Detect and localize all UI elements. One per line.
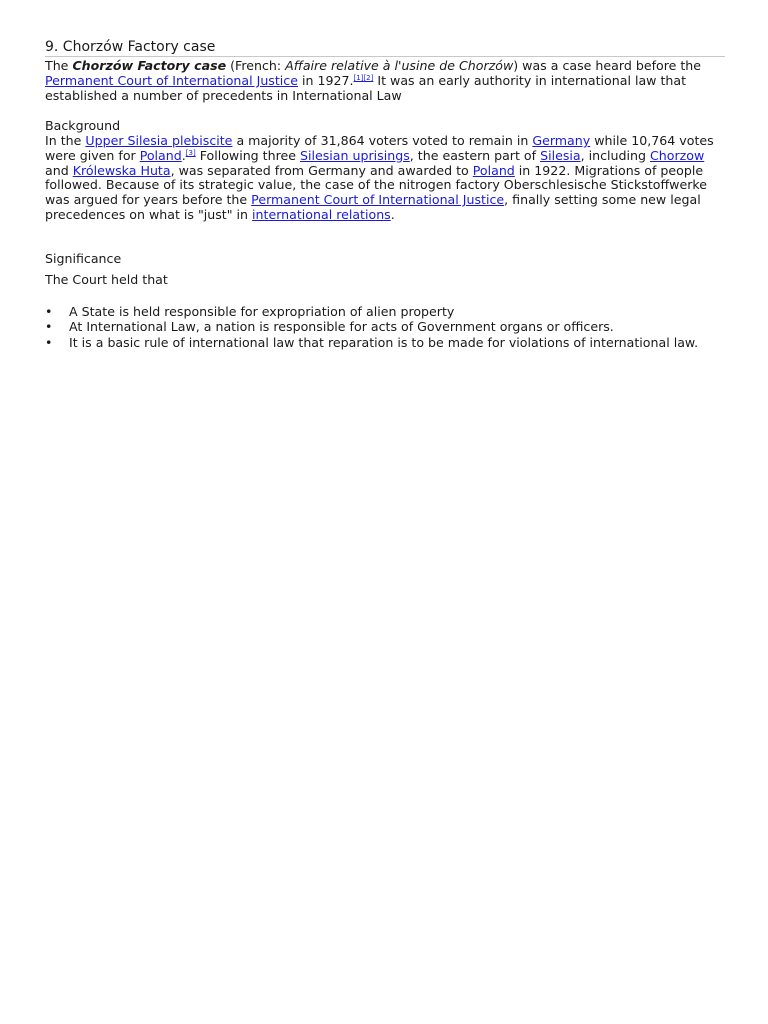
case-title-bold: Chorzów Factory case <box>72 58 227 73</box>
link-permanent-court[interactable]: Permanent Court of International Justice <box>45 72 298 88</box>
text: a majority of 31,864 voters voted to remain in <box>232 133 533 148</box>
link-upper-silesia-plebiscite[interactable]: Upper Silesia plebiscite <box>85 133 233 148</box>
text: Following three <box>195 147 300 163</box>
ref-link-3[interactable]: [3] <box>185 148 196 157</box>
link-germany[interactable]: Germany <box>532 133 591 148</box>
text: . <box>181 147 186 163</box>
background-paragraph <box>45 134 725 223</box>
link-international-relations[interactable]: international relations <box>252 206 391 222</box>
link-poland[interactable]: Poland <box>139 147 182 163</box>
background-heading: Background <box>45 118 121 133</box>
text: in 1922. Migrations of people followed. Because of its strategic value, the case of the nitrogen factory Oberschlesische Stickstoffwerke was argued for years before the <box>45 162 707 208</box>
court-held-text: The Court held that <box>45 272 168 287</box>
intro-paragraph <box>45 59 725 103</box>
text: while 10,764 votes were given for <box>45 133 714 163</box>
text: , the eastern part of <box>409 147 541 163</box>
text: (French: <box>226 58 286 73</box>
text: The <box>45 58 73 73</box>
link-permanent-court-2[interactable]: Permanent Court of International Justice <box>251 192 505 208</box>
text: . <box>390 206 395 222</box>
text: In the <box>45 133 86 148</box>
link-silesian-uprisings[interactable]: Silesian uprisings <box>300 147 410 163</box>
link-chorzow[interactable]: Chorzow <box>649 147 705 163</box>
text: , including <box>580 147 650 163</box>
link-silesia[interactable]: Silesia <box>540 147 581 163</box>
text: It was an early authority in international law that established a number of precedents in International Law <box>45 72 687 103</box>
ref-link-2[interactable]: [2] <box>363 73 374 82</box>
text: , finally setting some new legal precedences on what is "just" in <box>45 192 701 222</box>
section-heading: 9. Chorzów Factory case <box>45 38 725 57</box>
significance-heading: Significance <box>45 251 122 266</box>
list-item: • A State is held responsible for expropriation of alien property <box>45 304 705 319</box>
text: and <box>45 162 73 178</box>
link-poland-2[interactable]: Poland <box>472 162 515 178</box>
ref-link-1[interactable]: [1] <box>353 73 364 82</box>
link-krolewska-huta[interactable]: Królewska Huta <box>72 162 171 178</box>
holdings-list <box>45 304 705 350</box>
case-title-french: Affaire relative à l'usine de Chorzów <box>285 58 514 73</box>
list-item: • At International Law, a nation is responsible for acts of Government organs or officers. <box>45 319 705 334</box>
list-item: • It is a basic rule of international law that reparation is to be made for violations of international law. <box>45 335 705 350</box>
text: ) was a case heard before the <box>513 58 702 73</box>
text: , was separated from Germany and awarded to <box>170 162 473 178</box>
text: in 1927. <box>297 72 354 88</box>
